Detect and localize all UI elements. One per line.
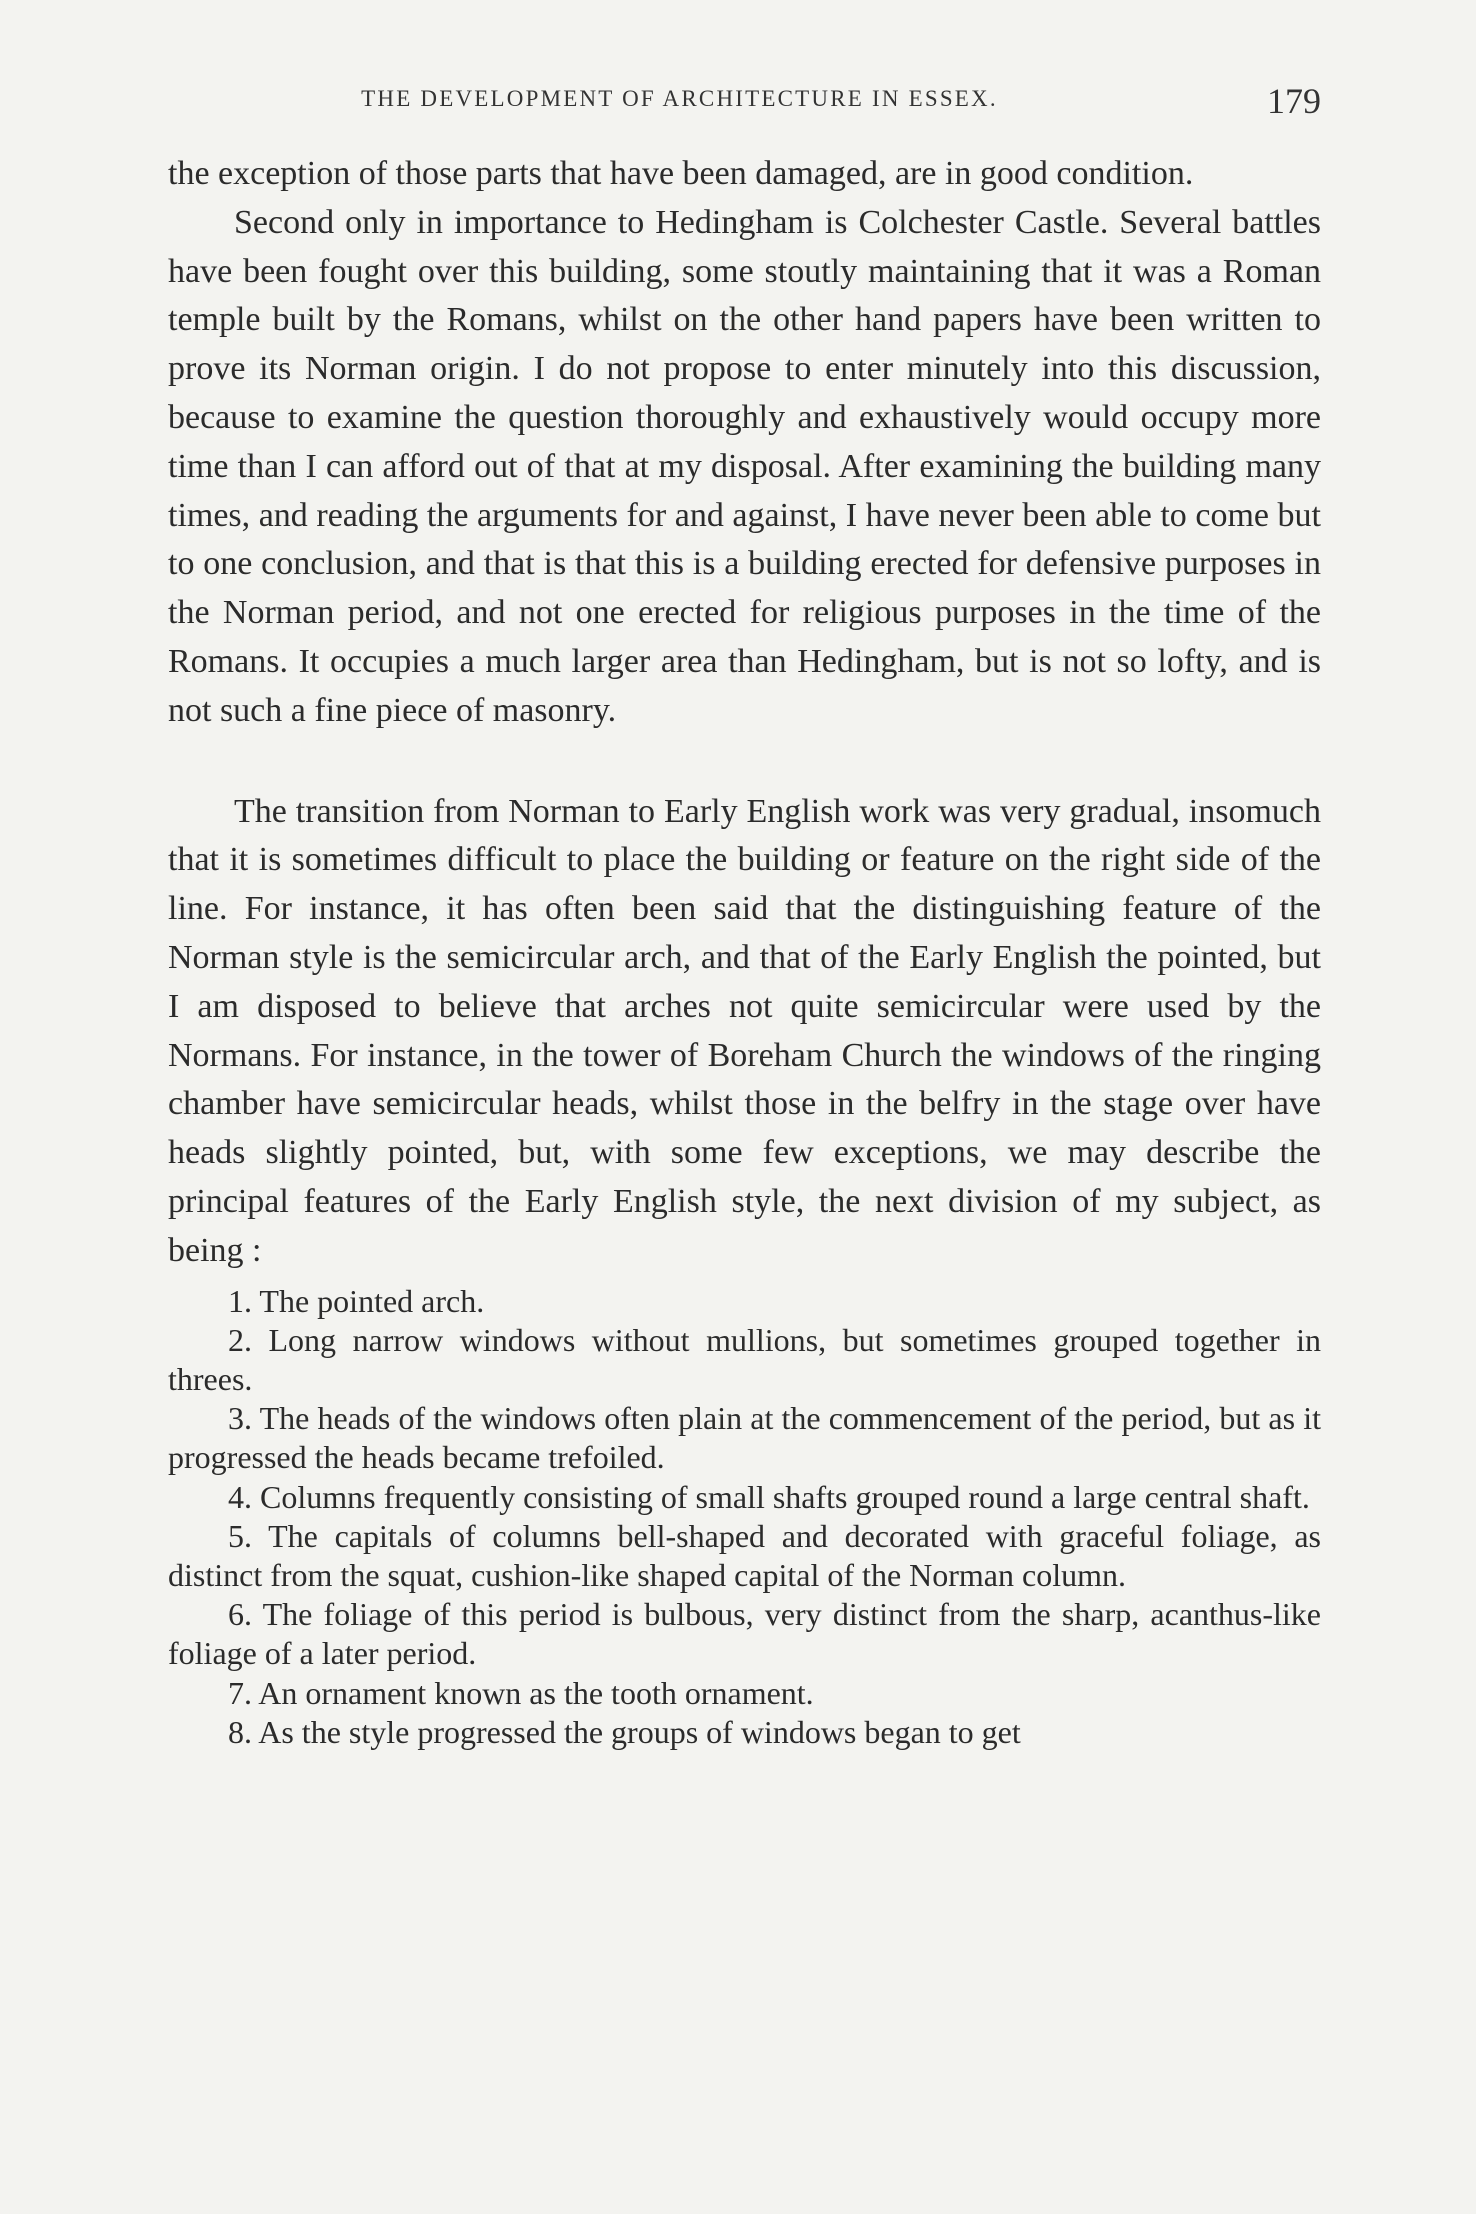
- list-item: 1. The pointed arch.: [228, 1282, 485, 1319]
- running-head: THE DEVELOPMENT OF ARCHITECTURE IN ESSEX.: [361, 86, 998, 111]
- page-number: 179: [1267, 81, 1321, 121]
- paragraph-colchester-castle: Second only in importance to Hedingham is Colchester Castle. Several battles have been fought over this building, some stoutly maintaining that it was a Roman temple built by the Romans, whilst on the other hand papers have been written to prove its Norman origin. I do not propose to enter minutely into this discussion, because to examine the question thoroughly and exhaustively would occupy more time than I can afford out of that at my disposal. After examining the building many times, and reading the arguments for and against, I have never been able to come but to one conclusion, and that is that this is a building erected for defensive purposes in the Norman period, and not one erected for religious purposes in the time of the Romans. It occupies a much larger area than Hedingham, but is not so lofty, and is not such a fine piece of masonry.: [168, 203, 1321, 729]
- list-item: 4. Columns frequently consisting of small shafts grouped round a large central shaft.: [228, 1478, 1310, 1515]
- paragraph-continuation: the exception of those parts that have been damaged, are in good condition.: [168, 155, 1194, 192]
- list-item: 2. Long narrow windows without mullions, but sometimes grouped together in threes.: [168, 1321, 1321, 1397]
- list-item: 6. The foliage of this period is bulbous, very distinct from the sharp, acanthus-like foliage of a later period.: [168, 1596, 1321, 1672]
- paragraph-early-english-transition: The transition from Norman to Early English work was very gradual, insomuch that it is sometimes difficult to place the building or feature on the right side of the line. For instance, it has often been said that the distinguishing feature of the Norman style is the semicircular arch, and that of the Early English the pointed, but I am disposed to believe that arches not quite semicircular were used by the Normans. For instance, in the tower of Boreham Church the windows of the ringing chamber have semicircular heads, whilst those in the belfry in the stage over have heads slightly pointed, but, with some few exceptions, we may describe the principal features of the Early English style, the next division of my subject, as being :: [168, 792, 1321, 1269]
- features-list: [168, 1282, 1321, 1752]
- page-header: [168, 80, 1321, 120]
- list-item: 8. As the style progressed the groups of windows began to get: [228, 1713, 1021, 1750]
- list-item: 3. The heads of the windows often plain at the commencement of the period, but as it progressed the heads became trefoiled.: [168, 1400, 1321, 1476]
- list-item: 5. The capitals of columns bell-shaped and decorated with graceful foliage, as distinct from the squat, cushion-like shaped capital of the Norman column.: [168, 1517, 1321, 1593]
- page-body: [168, 150, 1321, 1752]
- list-item: 7. An ornament known as the tooth ornament.: [228, 1674, 814, 1711]
- section-break: [168, 736, 1321, 788]
